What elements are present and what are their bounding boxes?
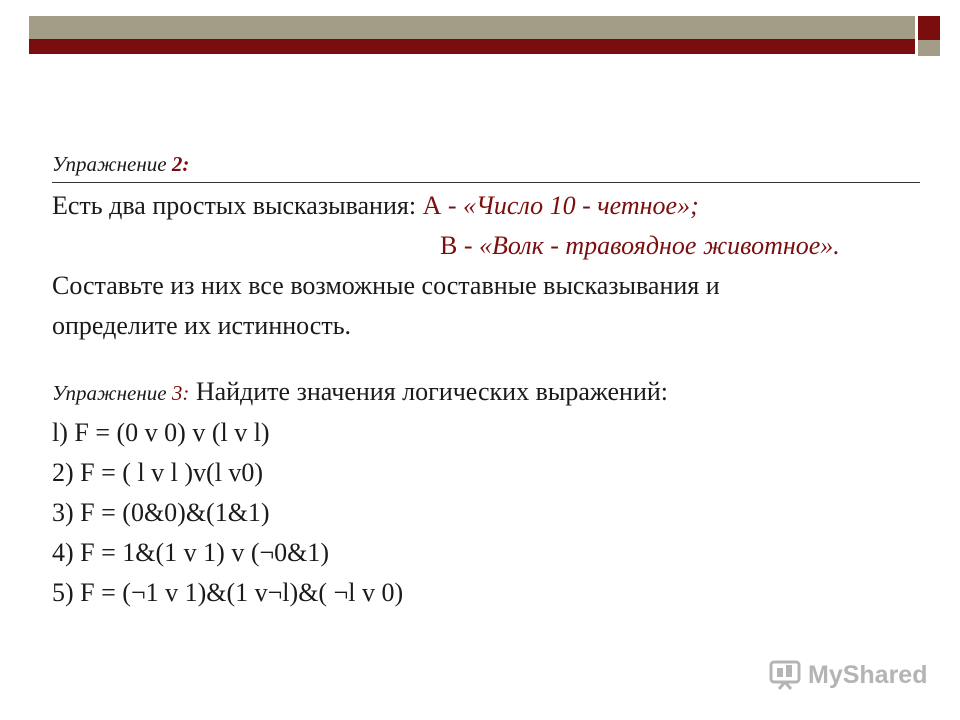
exercise2-line1-text: Есть два простых высказывания: xyxy=(52,191,423,220)
exercise3-heading-num: 3: xyxy=(171,381,190,405)
exercise2-line1 xyxy=(52,186,932,226)
expression-4: 4) F = 1&(1 v 1) v (¬0&1) xyxy=(52,538,330,567)
presentation-icon xyxy=(768,659,802,691)
exercise3-task: Найдите значения логических выражений: xyxy=(189,377,668,406)
expression-5: 5) F = (¬1 v 1)&(1 v¬l)&( ¬l v 0) xyxy=(52,578,404,607)
statement-a-quote: «Число 10 - четное»; xyxy=(463,191,699,220)
top-bar-olive xyxy=(29,16,915,40)
corner-decor xyxy=(918,16,940,56)
statement-b-quote: «Волк - травоядное животное». xyxy=(479,231,840,260)
exercise2-heading-label: Упражнение xyxy=(52,152,167,176)
watermark-text: MyShared xyxy=(808,660,928,689)
exercise2-line4: определите их истинность. xyxy=(52,311,352,340)
exercise2-heading-num: 2: xyxy=(171,152,190,176)
spacer xyxy=(52,346,932,372)
top-decor-bar xyxy=(29,16,915,52)
exercise2-heading-block xyxy=(52,150,932,186)
heading-underline xyxy=(52,182,920,183)
exercise3-heading-label: Упражнение xyxy=(52,381,167,405)
exercise3-heading-line xyxy=(52,372,932,413)
exercise3-heading xyxy=(52,381,189,405)
expression-2: 2) F = ( l v l )v(l v0) xyxy=(52,458,264,487)
statement-b-label: В - xyxy=(440,231,479,260)
expression-1: l) F = (0 v 0) v (l v l) xyxy=(52,418,270,447)
exercise2-line2 xyxy=(52,226,932,266)
top-bar-maroon xyxy=(29,40,915,54)
exercise2-heading xyxy=(52,150,932,178)
slide-content xyxy=(52,150,932,613)
corner-olive xyxy=(918,40,940,56)
corner-maroon xyxy=(918,16,940,40)
watermark xyxy=(768,657,927,693)
statement-a-label: А - xyxy=(422,191,464,220)
expression-3: 3) F = (0&0)&(1&1) xyxy=(52,498,270,527)
exercise2-line3: Составьте из них все возможные составные высказывания и xyxy=(52,271,720,300)
